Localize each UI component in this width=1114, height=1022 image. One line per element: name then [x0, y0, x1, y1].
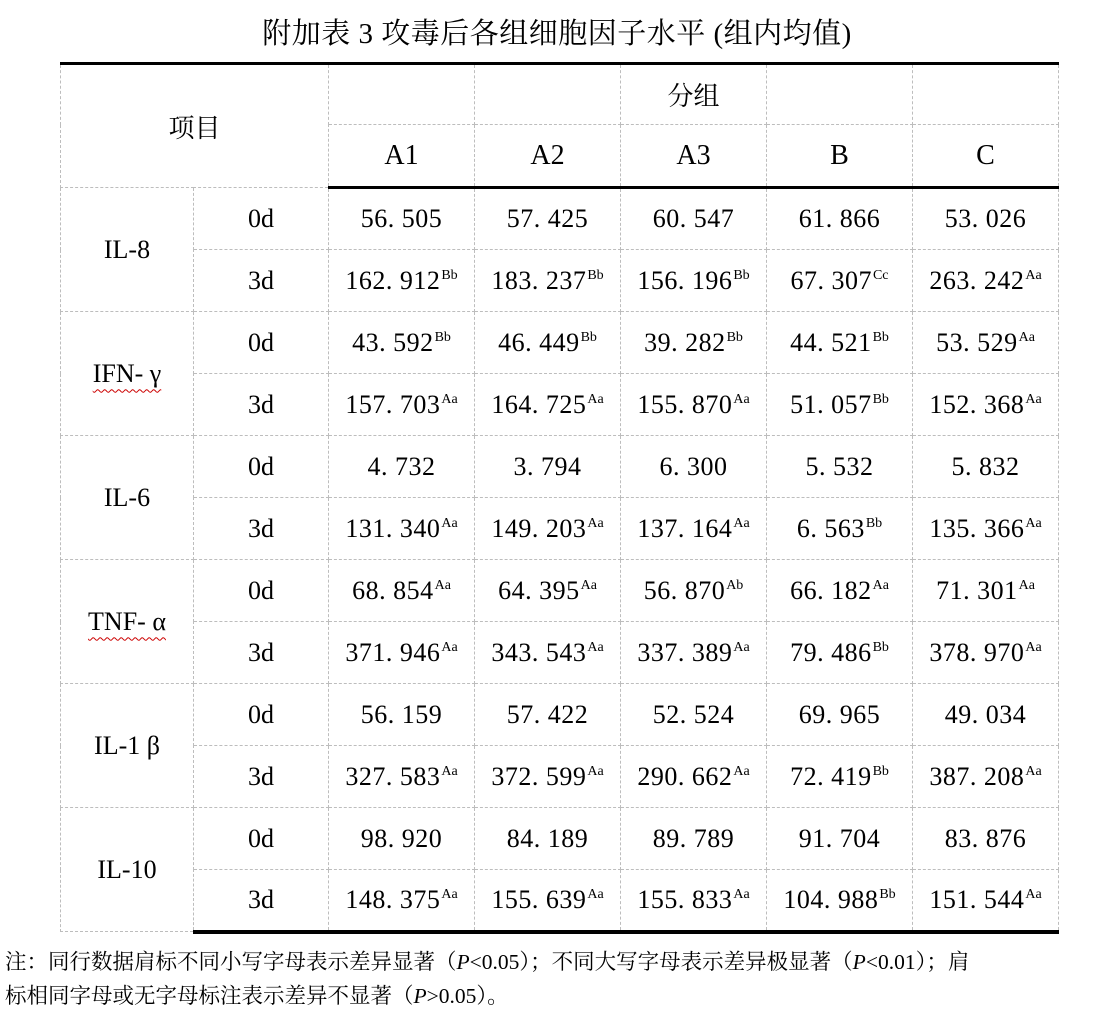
superscript: Bb — [872, 639, 889, 655]
footnote — [5, 945, 1110, 1013]
value-cell: 98. 920 — [329, 808, 475, 870]
superscript: Aa — [1025, 763, 1042, 779]
day-cell: 3d — [194, 746, 329, 808]
day-cell: 0d — [194, 188, 329, 250]
value-cell: 44. $521^{Bb}$ — [767, 312, 913, 374]
item-label: IL-10 — [97, 854, 157, 884]
value-cell: 79. $486^{Bb}$ — [767, 622, 913, 684]
day-cell: 0d — [194, 808, 329, 870]
superscript: Aa — [1025, 639, 1042, 655]
value-cell: 156. $196^{Bb}$ — [621, 250, 767, 312]
superscript: Aa — [441, 391, 458, 407]
value-cell: 263. $242^{Aa}$ — [913, 250, 1059, 312]
superscript: Aa — [733, 391, 750, 407]
value-cell: 60. 547 — [621, 188, 767, 250]
item-cell — [61, 808, 194, 932]
value-cell: 64. $395^{Aa}$ — [475, 560, 621, 622]
value-cell: 6. 300 — [621, 436, 767, 498]
value-cell: 149. $203^{Aa}$ — [475, 498, 621, 560]
value-cell: 56. $870^{Ab}$ — [621, 560, 767, 622]
value-cell: 61. 866 — [767, 188, 913, 250]
day-cell: 0d — [194, 684, 329, 746]
day-cell: 0d — [194, 436, 329, 498]
value-cell: 84. 189 — [475, 808, 621, 870]
superscript: Bb — [580, 329, 597, 345]
column-header: A2 — [475, 125, 621, 188]
group-header-cell: 分组 — [621, 64, 767, 125]
note-text: <0.05）；不同大写字母表示差异极显著（ — [469, 949, 853, 974]
value-cell: 56. 505 — [329, 188, 475, 250]
table-row — [61, 808, 1059, 870]
superscript: Ab — [726, 577, 744, 593]
value-cell: 72. $419^{Bb}$ — [767, 746, 913, 808]
day-cell: 0d — [194, 560, 329, 622]
superscript: Bb — [872, 763, 889, 779]
value-cell: 135. $366^{Aa}$ — [913, 498, 1059, 560]
superscript: Aa — [1025, 391, 1042, 407]
group-spacer-cell — [329, 64, 475, 125]
superscript: Aa — [733, 887, 750, 903]
value-cell: 49. 034 — [913, 684, 1059, 746]
value-cell: 91. 704 — [767, 808, 913, 870]
p-value-symbol: P — [456, 949, 470, 974]
column-header: B — [767, 125, 913, 188]
day-cell: 3d — [194, 622, 329, 684]
superscript: Aa — [441, 763, 458, 779]
value-cell: 6. $563^{Bb}$ — [767, 498, 913, 560]
table-row — [61, 250, 1059, 312]
superscript: Aa — [872, 577, 889, 593]
value-cell: 39. $282^{Bb}$ — [621, 312, 767, 374]
superscript: Aa — [587, 763, 604, 779]
superscript: Cc — [872, 267, 889, 283]
column-header: A3 — [621, 125, 767, 188]
value-cell: 71. $301^{Aa}$ — [913, 560, 1059, 622]
value-cell: 155. $639^{Aa}$ — [475, 870, 621, 932]
superscript: Aa — [441, 887, 458, 903]
superscript: Aa — [587, 391, 604, 407]
value-cell: 56. 159 — [329, 684, 475, 746]
item-cell — [61, 560, 194, 684]
superscript: Aa — [1018, 329, 1035, 345]
item-header-cell: 项目 — [61, 64, 329, 188]
superscript: Aa — [1025, 515, 1042, 531]
superscript: Aa — [434, 577, 451, 593]
superscript: Aa — [733, 515, 750, 531]
superscript: Aa — [441, 639, 458, 655]
value-cell: 378. $970^{Aa}$ — [913, 622, 1059, 684]
value-cell: 372. $599^{Aa}$ — [475, 746, 621, 808]
value-cell: 57. 425 — [475, 188, 621, 250]
item-label: TNF- α — [88, 606, 166, 636]
item-cell — [61, 312, 194, 436]
value-cell: 104. $988^{Bb}$ — [767, 870, 913, 932]
value-cell: 343. $543^{Aa}$ — [475, 622, 621, 684]
group-spacer-cell — [767, 64, 913, 125]
table-row — [61, 436, 1059, 498]
note-text: 注：同行数据肩标不同小写字母表示差异显著（ — [5, 949, 457, 974]
value-cell: 3. 794 — [475, 436, 621, 498]
note-text: <0.01）；肩 — [865, 949, 970, 974]
value-cell: 46. $449^{Bb}$ — [475, 312, 621, 374]
superscript: Bb — [872, 329, 889, 345]
superscript: Aa — [587, 887, 604, 903]
column-header: C — [913, 125, 1059, 188]
value-cell: 5. 532 — [767, 436, 913, 498]
value-cell: 57. 422 — [475, 684, 621, 746]
value-cell: 164. $725^{Aa}$ — [475, 374, 621, 436]
note-line — [5, 979, 1110, 1013]
item-cell — [61, 684, 194, 808]
value-cell: 155. $870^{Aa}$ — [621, 374, 767, 436]
value-cell: 66. $182^{Aa}$ — [767, 560, 913, 622]
day-cell: 3d — [194, 250, 329, 312]
superscript: Aa — [1018, 577, 1035, 593]
superscript: Aa — [441, 515, 458, 531]
value-cell: 5. 832 — [913, 436, 1059, 498]
value-cell: 152. $368^{Aa}$ — [913, 374, 1059, 436]
day-cell: 3d — [194, 498, 329, 560]
value-cell: 137. $164^{Aa}$ — [621, 498, 767, 560]
day-cell: 3d — [194, 374, 329, 436]
table-row — [61, 188, 1059, 250]
superscript: Aa — [587, 639, 604, 655]
item-label: IL-6 — [103, 482, 151, 512]
value-cell: 157. $703^{Aa}$ — [329, 374, 475, 436]
value-cell: 327. $583^{Aa}$ — [329, 746, 475, 808]
superscript: Bb — [865, 515, 883, 531]
item-label: IFN- γ — [92, 358, 162, 388]
value-cell: 52. 524 — [621, 684, 767, 746]
value-cell: 51. $057^{Bb}$ — [767, 374, 913, 436]
value-cell: 83. 876 — [913, 808, 1059, 870]
value-cell: 387. $208^{Aa}$ — [913, 746, 1059, 808]
superscript: Bb — [726, 329, 743, 345]
superscript: Bb — [872, 391, 889, 407]
group-header-row — [61, 64, 1059, 125]
page-title: 附加表 3 攻毒后各组细胞因子水平 (组内均值) — [262, 18, 852, 50]
table-row — [61, 374, 1059, 436]
value-cell: 290. $662^{Aa}$ — [621, 746, 767, 808]
group-spacer-cell — [475, 64, 621, 125]
value-cell: 43. $592^{Bb}$ — [329, 312, 475, 374]
value-cell: 151. $544^{Aa}$ — [913, 870, 1059, 932]
group-spacer-cell — [913, 64, 1059, 125]
superscript: Aa — [733, 639, 750, 655]
value-cell: 69. 965 — [767, 684, 913, 746]
item-label: IL-1 β — [94, 730, 160, 760]
note-line — [5, 945, 1110, 979]
superscript: Bb — [434, 329, 451, 345]
table-row — [61, 870, 1059, 932]
superscript: Bb — [879, 887, 896, 903]
superscript: Bb — [441, 267, 458, 283]
table-row — [61, 312, 1059, 374]
superscript: Aa — [587, 515, 604, 531]
value-cell: 53. $529^{Aa}$ — [913, 312, 1059, 374]
value-cell: 155. $833^{Aa}$ — [621, 870, 767, 932]
value-cell: 53. 026 — [913, 188, 1059, 250]
superscript: Aa — [580, 577, 597, 593]
table-row — [61, 498, 1059, 560]
value-cell: 337. $389^{Aa}$ — [621, 622, 767, 684]
item-label: IL-8 — [103, 234, 151, 264]
superscript: Bb — [733, 267, 750, 283]
note-text: 标相同字母或无字母标注表示差异不显著（ — [5, 983, 414, 1008]
day-cell: 3d — [194, 870, 329, 932]
item-cell — [61, 436, 194, 560]
cytokine-table — [60, 62, 1059, 934]
value-cell: 4. 732 — [329, 436, 475, 498]
p-value-symbol: P — [852, 949, 866, 974]
value-cell: 162. $912^{Bb}$ — [329, 250, 475, 312]
superscript: Bb — [587, 267, 604, 283]
table-row — [61, 622, 1059, 684]
value-cell: 371. $946^{Aa}$ — [329, 622, 475, 684]
day-cell: 0d — [194, 312, 329, 374]
table-row — [61, 746, 1059, 808]
superscript: Aa — [1025, 887, 1042, 903]
value-cell: 67. $307^{Cc}$ — [767, 250, 913, 312]
value-cell: 183. $237^{Bb}$ — [475, 250, 621, 312]
value-cell: 131. $340^{Aa}$ — [329, 498, 475, 560]
superscript: Aa — [733, 763, 750, 779]
column-header: A1 — [329, 125, 475, 188]
note-text: >0.05）。 — [426, 983, 509, 1008]
value-cell: 68. $854^{Aa}$ — [329, 560, 475, 622]
table-row — [61, 684, 1059, 746]
superscript: Aa — [1025, 267, 1042, 283]
value-cell: 89. 789 — [621, 808, 767, 870]
table-row — [61, 560, 1059, 622]
p-value-symbol: P — [413, 983, 427, 1008]
item-cell — [61, 188, 194, 312]
value-cell: 148. $375^{Aa}$ — [329, 870, 475, 932]
